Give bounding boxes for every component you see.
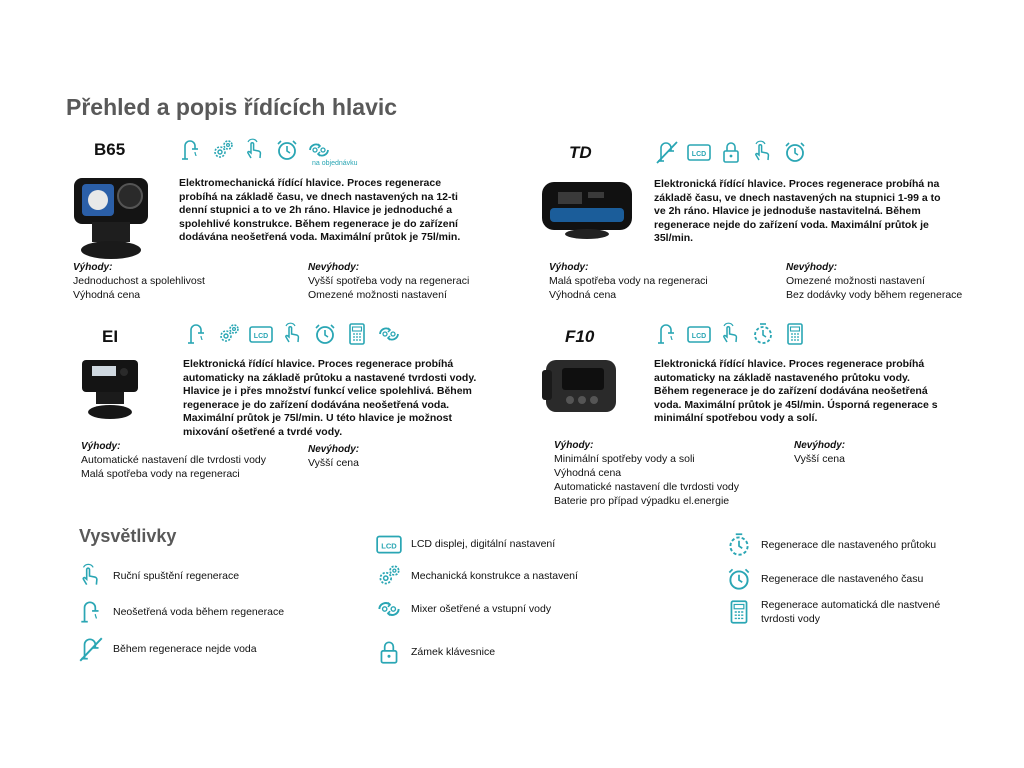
clock-icon bbox=[312, 321, 338, 347]
description-line: ve 2h ráno. Hlavice je jednoduše nastavitelná. Během bbox=[654, 205, 921, 218]
description-line: regenerace nejde do zařízení voda. Maximální průtok je bbox=[654, 218, 929, 231]
pros-title: Výhody: bbox=[549, 262, 589, 273]
lcd-icon bbox=[686, 139, 712, 165]
flow-clock-icon bbox=[750, 321, 776, 347]
mixer-icon bbox=[375, 595, 403, 623]
description-line: minimální spotřebou vody a solí. bbox=[654, 412, 818, 425]
description-line: automaticky na základě průtoku a nastavené tvrdosti vody. bbox=[183, 371, 477, 384]
cons-title: Nevýhody: bbox=[308, 262, 360, 273]
product-image bbox=[540, 356, 620, 423]
cons-list bbox=[308, 274, 469, 302]
cons-block bbox=[308, 444, 359, 470]
gears-icon bbox=[216, 321, 242, 347]
pros-block bbox=[554, 440, 739, 508]
model-name: EI bbox=[102, 327, 119, 346]
legend-item bbox=[725, 598, 940, 626]
legend-item bbox=[725, 531, 936, 559]
description-line: Během regenerace je do zařízení dodávána neošetřená bbox=[654, 385, 928, 398]
hand-press-icon bbox=[242, 137, 268, 163]
list-item: Výhodná cena bbox=[549, 289, 617, 301]
gears-icon bbox=[375, 562, 403, 590]
legend-label: Regenerace dle nastaveného času bbox=[761, 573, 924, 585]
cons-title: Nevýhody: bbox=[308, 444, 360, 455]
pros-list bbox=[554, 452, 739, 508]
list-item: Vyšší cena bbox=[794, 453, 845, 465]
description-line: Elektronická řídící hlavice. Proces regenerace probíhá bbox=[654, 358, 925, 370]
description-line: Elektromechanická řídící hlavice. Proces regenerace bbox=[179, 177, 442, 189]
product-description bbox=[183, 358, 476, 440]
faucet-icon bbox=[184, 321, 210, 347]
feature-icons bbox=[178, 137, 332, 163]
no-water-icon bbox=[77, 635, 105, 663]
legend-item bbox=[375, 562, 578, 590]
product-description bbox=[654, 178, 941, 246]
list-item: Omezené možnosti nastavení bbox=[786, 275, 925, 287]
model-name: F10 bbox=[565, 327, 595, 346]
list-item: Minimální spotřeby vody a soli bbox=[554, 453, 695, 465]
cons-list bbox=[308, 456, 359, 470]
description-line: 35l/min. bbox=[654, 232, 694, 245]
mixer-icon bbox=[376, 321, 402, 347]
svg-text:LCD: LCD bbox=[691, 333, 707, 340]
list-item: Baterie pro případ výpadku el.energie bbox=[554, 495, 730, 507]
cons-block bbox=[308, 262, 469, 302]
lcd-icon bbox=[375, 530, 403, 558]
model-name: TD bbox=[569, 143, 592, 162]
product-description bbox=[654, 358, 938, 426]
list-item: Výhodná cena bbox=[73, 289, 141, 301]
legend-label: Regenerace dle nastaveného průtoku bbox=[761, 539, 937, 551]
gears-icon bbox=[210, 137, 236, 163]
lock-icon bbox=[375, 638, 403, 666]
feature-icons bbox=[184, 321, 402, 347]
clock-icon bbox=[782, 139, 808, 165]
pros-block bbox=[81, 441, 266, 481]
legend-label: LCD displej, digitální nastavení bbox=[411, 538, 556, 550]
pros-title: Výhody: bbox=[554, 440, 594, 451]
legend-label: Ruční spuštění regenerace bbox=[113, 570, 240, 582]
pros-list bbox=[549, 274, 708, 302]
pros-title: Výhody: bbox=[81, 441, 121, 452]
product-image bbox=[72, 176, 150, 265]
description-line: mixování ošetřené a tvrdé vody. bbox=[183, 425, 343, 438]
feature-icons bbox=[654, 321, 808, 347]
cons-list bbox=[786, 274, 962, 302]
description-line: Hlavice je i přes množství funkcí velice spolehlivá. Během bbox=[183, 385, 472, 398]
legend-item bbox=[375, 638, 495, 666]
description-line: voda. Maximální průtok je 45l/min. Úsporná regenerace s bbox=[654, 398, 938, 411]
calculator-icon bbox=[725, 598, 753, 626]
cons-title: Nevýhody: bbox=[786, 262, 838, 273]
description-line: Maximální průtok je 75l/min. U této hlavice je možnost bbox=[183, 412, 452, 425]
pros-title: Výhody: bbox=[73, 262, 113, 273]
legend-label: Neošetřená voda během regenerace bbox=[113, 606, 285, 618]
flow-clock-icon bbox=[725, 531, 753, 559]
legend-label: Mechanická konstrukce a nastavení bbox=[411, 570, 578, 582]
legend-item bbox=[77, 598, 284, 626]
svg-text:LCD: LCD bbox=[253, 333, 269, 340]
cons-block bbox=[794, 440, 845, 466]
list-item: Výhodná cena bbox=[554, 467, 622, 479]
clock-icon bbox=[274, 137, 300, 163]
list-item: Omezené možnosti nastavení bbox=[308, 289, 447, 301]
description-line: základě času, ve dnech nastavených na stupnici 1-99 a to bbox=[654, 191, 941, 204]
lcd-icon bbox=[686, 321, 712, 347]
legend-label: Mixer ošetřené a vstupní vody bbox=[411, 603, 552, 615]
order-note: na objednávku bbox=[312, 160, 358, 167]
cons-block bbox=[786, 262, 962, 302]
cons-title: Nevýhody: bbox=[794, 440, 846, 451]
product-image bbox=[540, 180, 634, 245]
description-line: Elektronická řídící hlavice. Proces regenerace probíhá na bbox=[654, 178, 940, 190]
no-water-icon bbox=[654, 139, 680, 165]
product-description bbox=[179, 177, 460, 245]
calculator-icon bbox=[782, 321, 808, 347]
description-line: regenerace je do zařízení dodávána neošetřená voda. bbox=[183, 398, 450, 411]
legend-item bbox=[375, 530, 555, 558]
page-title: Přehled a popis řídících hlavic bbox=[66, 94, 398, 120]
pros-block bbox=[73, 262, 205, 302]
model-name: B65 bbox=[94, 140, 126, 159]
hand-press-icon bbox=[77, 562, 105, 590]
list-item: Malá spotřeba vody na regeneraci bbox=[549, 275, 708, 287]
description-line: dodávána neošetřená voda. Maximální průtok je 75l/min. bbox=[179, 231, 461, 244]
calculator-icon bbox=[344, 321, 370, 347]
svg-text:LCD: LCD bbox=[691, 151, 707, 158]
legend-item bbox=[725, 565, 923, 593]
svg-text:LCD: LCD bbox=[381, 541, 397, 551]
lock-icon bbox=[718, 139, 744, 165]
faucet-icon bbox=[77, 598, 105, 626]
legend-title: Vysvětlivky bbox=[79, 526, 177, 546]
lcd-icon bbox=[248, 321, 274, 347]
description-line: probíhá na základě času, ve dnech nastavených na 12-ti bbox=[179, 190, 458, 203]
hand-press-icon bbox=[750, 139, 776, 165]
description-line: denní stupnici a to ve 2h ráno. Hlavice je jednoduché a bbox=[179, 204, 453, 217]
description-line: spolehlivé konstrukce. Během regenerace je do zařízení bbox=[179, 217, 458, 230]
list-item: Jednoduchost a spolehlivost bbox=[73, 275, 205, 287]
description-line: automaticky na základě nastaveného průtoku vody. bbox=[654, 371, 910, 384]
faucet-icon bbox=[654, 321, 680, 347]
clock-icon bbox=[725, 565, 753, 593]
legend-label: Regenerace automatická dle nastvené tvrdosti vody bbox=[761, 599, 941, 625]
legend-item bbox=[375, 595, 551, 623]
description-line: Elektronická řídící hlavice. Proces regenerace probíhá bbox=[183, 358, 454, 370]
list-item: Bez dodávky vody během regenerace bbox=[786, 289, 963, 301]
list-item: Malá spotřeba vody na regeneraci bbox=[81, 468, 240, 480]
legend-label: Během regenerace nejde voda bbox=[113, 643, 257, 655]
legend-item bbox=[77, 635, 257, 663]
legend-item bbox=[77, 562, 239, 590]
list-item: Vyšší spotřeba vody na regeneraci bbox=[308, 275, 470, 287]
hand-press-icon bbox=[718, 321, 744, 347]
list-item: Automatické nastavení dle tvrdosti vody bbox=[554, 481, 740, 493]
feature-icons bbox=[654, 139, 808, 165]
cons-list bbox=[794, 452, 845, 466]
list-item: Vyšší cena bbox=[308, 457, 359, 469]
legend-label: Zámek klávesnice bbox=[411, 646, 496, 658]
faucet-icon bbox=[178, 137, 204, 163]
hand-press-icon bbox=[280, 321, 306, 347]
product-image bbox=[80, 358, 140, 425]
pros-list bbox=[81, 453, 266, 481]
pros-list bbox=[73, 274, 205, 302]
list-item: Automatické nastavení dle tvrdosti vody bbox=[81, 454, 267, 466]
pros-block bbox=[549, 262, 708, 302]
